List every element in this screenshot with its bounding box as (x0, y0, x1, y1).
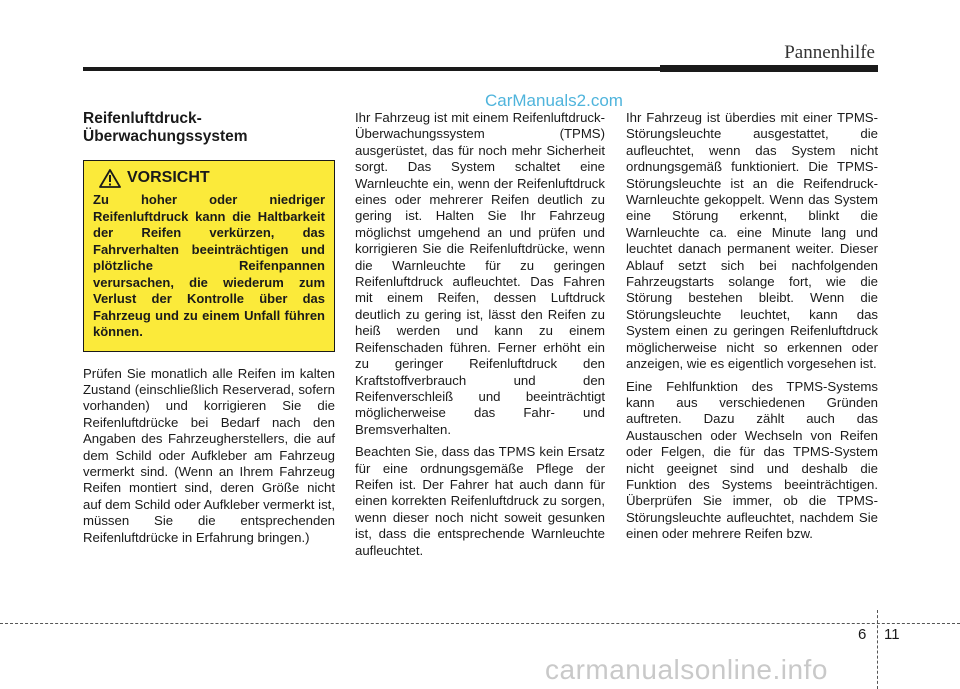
paragraph: Beachten Sie, dass das TPMS kein Ersatz für eine ordnungsgemäße Pflege der Reifen ist. Der Fahrer hat auch dann für einen korrekten Reifenluftdruck zu sorgen, wenn dieser noch nicht soweit gesunken ist, dass die entsprechende Warnleuchte aufleuchtet. (355, 444, 605, 558)
section-title (83, 110, 335, 146)
watermark-bottom: carmanualsonline.info (545, 654, 828, 685)
watermark-top: CarManuals2.com (485, 91, 623, 110)
chapter-title: Pannenhilfe (784, 42, 875, 63)
column-left (83, 110, 335, 552)
caution-header (93, 169, 325, 188)
column-right (626, 110, 878, 549)
footer-rule (0, 623, 960, 624)
warning-triangle-icon (99, 169, 121, 188)
section-title-line2: Überwachungssystem (83, 128, 248, 145)
paragraph: Eine Fehlfunktion des TPMS-Systems kann aus verschiedenen Gründen auftreten. Dazu zählt auch das Austauschen oder Wechseln von Reifen oder Felgen, die für das TPMS-System nicht geeignet sind und deshalb die Funktion des Systems beeinträchtigen. Überprüfen Sie immer, ob die TPMS-Störungsleuchte aufleuchtet, nachdem Sie einen oder mehrere Reifen bzw. (626, 378, 878, 542)
paragraph: Prüfen Sie monatlich alle Reifen im kalten Zustand (einschließlich Reserverad, sofern vorhanden) und korrigieren Sie die Reifenluftdrücke bei Bedarf nach den Angaben des Fahrzeugherstellers, die auf dem Schild oder Aufkleber am Fahrzeug vermerkt sind. (Wenn an Ihrem Fahrzeug Reifen montiert sind, deren Größe nicht auf dem Schild oder Aufkleber vermerkt ist, müssen Sie die entsprechenden Reifenluftdrücke in Erfahrung bringen.) (83, 365, 335, 545)
page-chapter-number: 6 (858, 626, 867, 643)
column-middle (355, 110, 605, 565)
header-rule-accent (660, 65, 878, 72)
section-title-line1: Reifenluftdruck- (83, 110, 202, 127)
page-divider (877, 610, 878, 689)
page-number: 11 (884, 626, 900, 643)
caution-box (83, 160, 335, 352)
caution-text: Zu hoher oder niedriger Reifenluftdruck kann die Haltbarkeit der Reifen verkürzen, das Fahrverhalten beeinträchtigen und plötzliche Reifenpannen verursachen, die wiederum zum Verlust der Kontrolle über das Fahrzeug und zu einem Unfall führen können. (93, 192, 325, 339)
caution-label: VORSICHT (127, 169, 210, 187)
paragraph: Ihr Fahrzeug ist mit einem Reifenluftdruck-Überwachungssystem (TPMS) ausgerüstet, das für noch mehr Sicherheit sorgt. Das System schaltet eine Warnleuchte ein, wenn der Reifenluftdruck eines oder mehrerer Reifen deutlich zu gering ist. Halten Sie Ihr Fahrzeug möglichst umgehend an und prüfen und korrigieren Sie die Reifenluftdrücke, wenn die Warnleuchte für zu geringen Reifenluftdruck aufleuchtet. Das Fahren mit einem Reifen, dessen Luftdruck deutlich zu gering ist, lässt den Reifen zu heiß werden und kann zu einem Reifenschaden führen. Ferner erhöht ein zu geringer Reifenluftdruck den Kraftstoffverbrauch und den Reifenverschleiß und beeinträchtigt möglicherweise das Fahr- und Bremsverhalten. (355, 110, 605, 437)
paragraph: Ihr Fahrzeug ist überdies mit einer TPMS-Störungsleuchte ausgestattet, die aufleuchtet, wenn das System nicht ordnungsgemäß funktioniert. Die TPMS-Störungsleuchte ist an die Reifendruck-Warnleuchte gekoppelt. Wenn das System eine Störung erkennt, blinkt die Warnleuchte ca. eine Minute lang und leuchtet danach permanent weiter. Dieser Ablauf setzt sich bei nachfolgenden Fahrzeugstarts solange fort, wie die Störung bestehen bleibt. Wenn die Störungsleuchte leuchtet, kann das System einen zu geringen Reifenluftdruck möglicherweise nicht so erkennen oder anzeigen, wie es eigentlich vorgesehen ist. (626, 110, 878, 372)
